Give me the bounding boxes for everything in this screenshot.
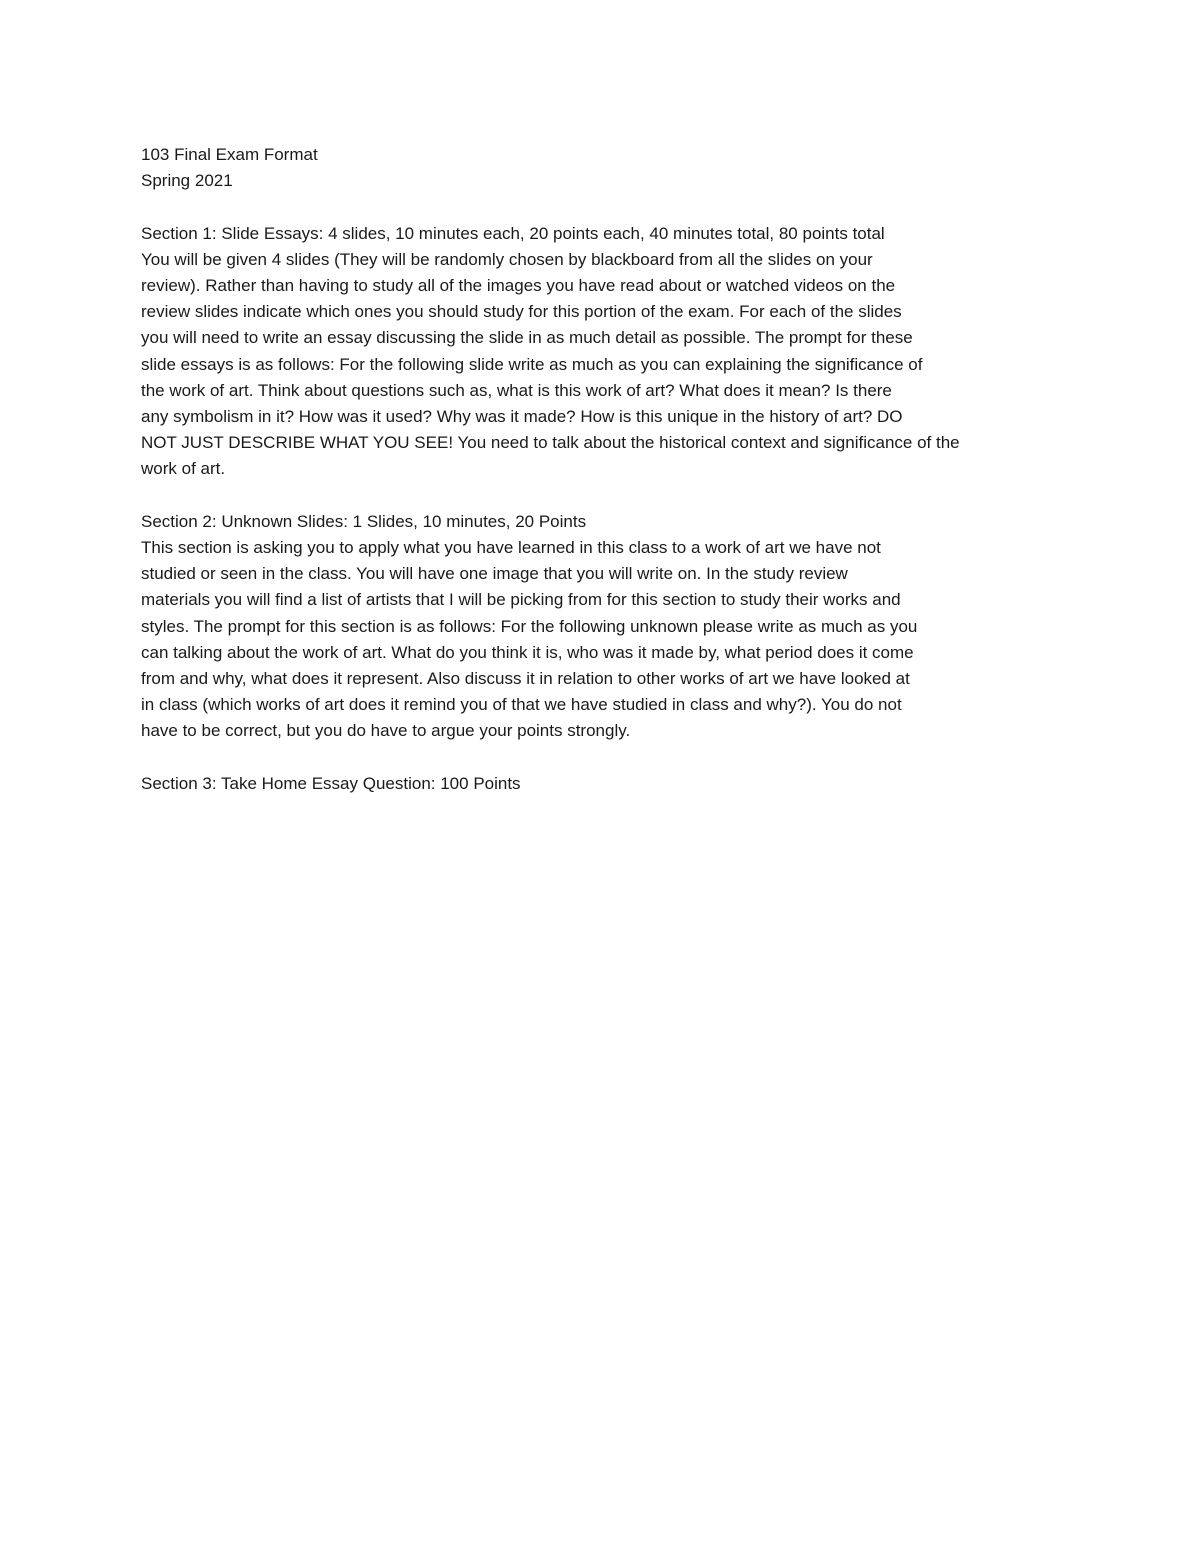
document-body	[141, 142, 1071, 797]
section-2-line: from and why, what does it represent. Also discuss it in relation to other works of art we have looked at	[141, 669, 910, 689]
section-1-heading: Section 1: Slide Essays: 4 slides, 10 minutes each, 20 points each, 40 minutes total, 80 points total	[141, 223, 885, 243]
section-1-line: review slides indicate which ones you should study for this portion of the exam. For each of the slides	[141, 302, 902, 322]
section-1-line: work of art.	[141, 459, 226, 479]
section-2-line: styles. The prompt for this section is as follows: For the following unknown please write as much as you	[141, 616, 918, 636]
section-2-line: in class (which works of art does it remind you of that we have studied in class and why?). You do not	[141, 695, 902, 715]
section-1-line: review). Rather than having to study all of the images you have read about or watched videos on the	[141, 276, 896, 295]
section-2	[141, 509, 1071, 745]
section-2-line: materials you will find a list of artists that I will be picking from for this section to study their works and	[141, 590, 901, 610]
section-3	[141, 771, 1071, 797]
section-2-line: This section is asking you to apply what you have learned in this class to a work of art we have not	[141, 538, 881, 558]
section-1-line: NOT JUST DESCRIBE WHAT YOU SEE! You need to talk about the historical context and significance of the	[141, 433, 960, 453]
section-2-heading: Section 2: Unknown Slides: 1 Slides, 10 minutes, 20 Points	[141, 511, 587, 531]
section-1-line: you will need to write an essay discussing the slide in as much detail as possible. The prompt for these	[141, 328, 913, 348]
section-3-heading: Section 3: Take Home Essay Question: 100 Points	[141, 773, 521, 793]
paragraph-gap	[141, 194, 1071, 220]
section-2-line: studied or seen in the class. You will have one image that you will write on. In the study review	[141, 564, 848, 584]
document-title: 103 Final Exam Format	[141, 145, 318, 164]
section-1	[141, 221, 1071, 483]
section-1-line: any symbolism in it? How was it used? Why was it made? How is this unique in the history of art? DO	[141, 407, 903, 427]
section-1-line: slide essays is as follows: For the following slide write as much as you can explaining the significance of	[141, 354, 923, 374]
document-term: Spring 2021	[141, 171, 233, 191]
section-1-line: You will be given 4 slides (They will be randomly chosen by blackboard from all the slides on your	[141, 249, 873, 269]
section-2-line: have to be correct, but you do have to argue your points strongly.	[141, 721, 631, 741]
section-1-line: the work of art. Think about questions such as, what is this work of art? What does it mean? Is there	[141, 380, 892, 400]
paragraph-gap	[141, 745, 1071, 771]
paragraph-gap	[141, 483, 1071, 509]
section-2-line: can talking about the work of art. What do you think it is, who was it made by, what period does it come	[141, 642, 914, 662]
